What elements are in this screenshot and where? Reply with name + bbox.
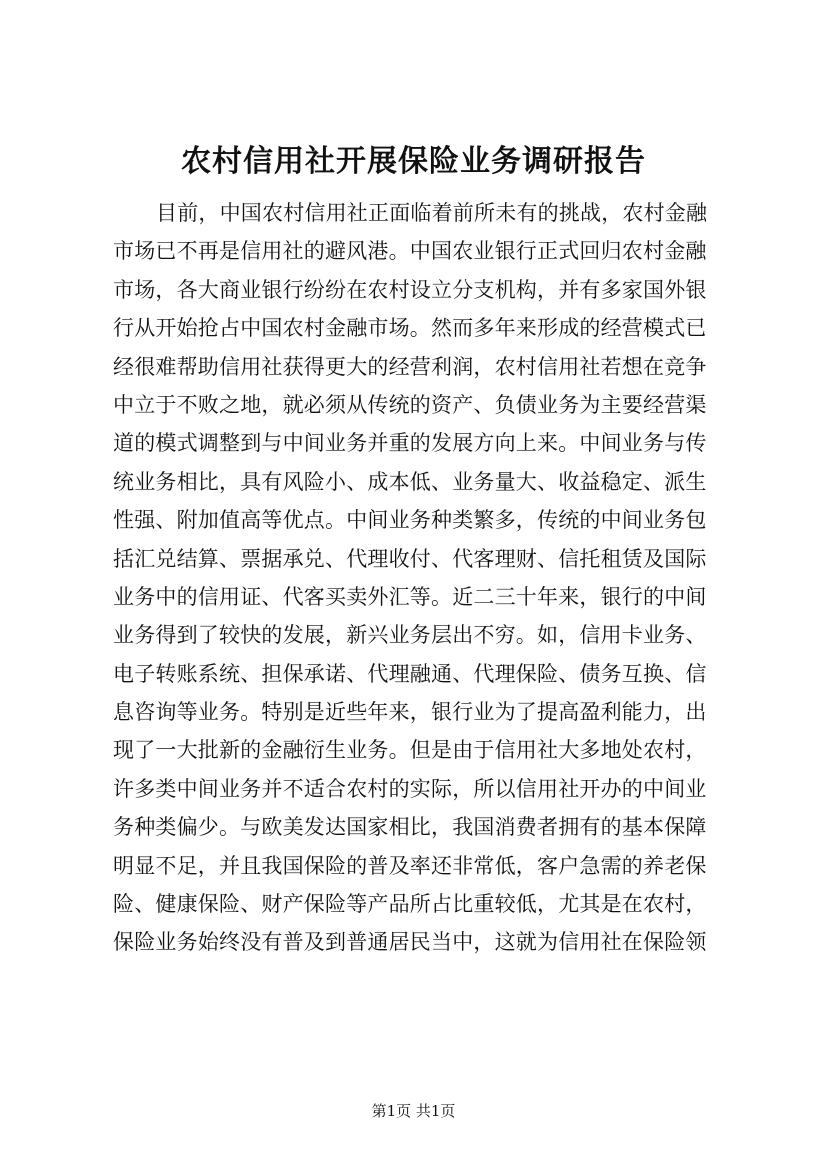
paragraph-line: 目前，中国农村信用社正面临着前所未有的挑战，农村金融 bbox=[156, 201, 708, 225]
paragraph-line: 现了一大批新的金融衍生业务。但是由于信用社大多地处农村， bbox=[113, 738, 707, 763]
document-title: 农村信用社开展保险业务调研报告 bbox=[181, 144, 646, 179]
paragraph-line: 性强、附加值高等优点。中间业务种类繁多，传统的中间业务包 bbox=[113, 508, 707, 533]
page-footer: 第1页 共1页 bbox=[371, 1102, 456, 1120]
paragraph-line: 业务得到了较快的发展，新兴业务层出不穷。如，信用卡业务、 bbox=[113, 623, 707, 648]
paragraph-line: 统业务相比，具有风险小、成本低、业务量大、收益稳定、派生 bbox=[113, 469, 707, 494]
paragraph-line: 经很难帮助信用社获得更大的经营利润，农村信用社若想在竞争 bbox=[113, 354, 707, 379]
paragraph-line: 中立于不败之地，就必须从传统的资产、负债业务为主要经营渠 bbox=[113, 392, 707, 417]
paragraph-line: 务种类偏少。与欧美发达国家相比，我国消费者拥有的基本保障 bbox=[113, 815, 707, 840]
paragraph-line: 道的模式调整到与中间业务并重的发展方向上来。中间业务与传 bbox=[113, 431, 707, 456]
document-body bbox=[113, 194, 733, 962]
paragraph-line: 市场，各大商业银行纷纷在农村设立分支机构，并有多家国外银 bbox=[113, 277, 707, 302]
paragraph-line: 息咨询等业务。特别是近些年来，银行业为了提高盈利能力，出 bbox=[113, 700, 707, 725]
paragraph-line: 市场已不再是信用社的避风港。中国农业银行正式回归农村金融 bbox=[113, 239, 707, 264]
paragraph-line: 行从开始抢占中国农村金融市场。然而多年来形成的经营模式已 bbox=[113, 316, 707, 341]
paragraph-line: 险、健康保险、财产保险等产品所占比重较低，尤其是在农村， bbox=[113, 892, 707, 917]
paragraph-line: 明显不足，并且我国保险的普及率还非常低，客户急需的养老保 bbox=[113, 853, 707, 878]
paragraph-line: 电子转账系统、担保承诺、代理融通、代理保险、债务互换、信 bbox=[113, 661, 707, 686]
paragraph-line: 许多类中间业务并不适合农村的实际，所以信用社开办的中间业 bbox=[113, 776, 707, 801]
paragraph-line: 保险业务始终没有普及到普通居民当中，这就为信用社在保险领 bbox=[113, 930, 707, 955]
paragraph-line: 括汇兑结算、票据承兑、代理收付、代客理财、信托租赁及国际 bbox=[113, 546, 707, 571]
paragraph-line: 业务中的信用证、代客买卖外汇等。近二三十年来，银行的中间 bbox=[113, 584, 707, 609]
